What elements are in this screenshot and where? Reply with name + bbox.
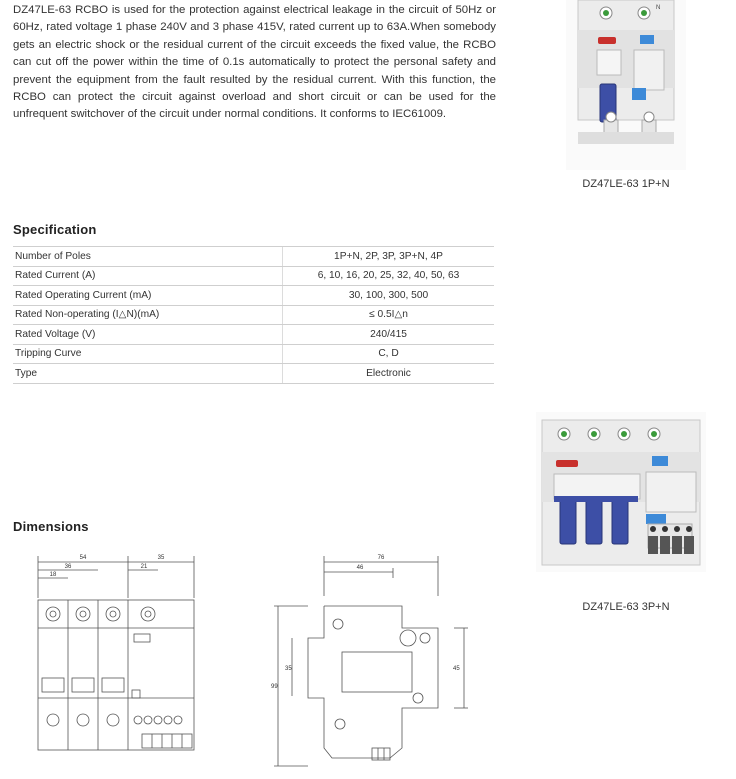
table-row	[13, 344, 494, 364]
spec-label: Number of Poles	[13, 247, 283, 267]
n-mark: N	[656, 5, 661, 11]
spec-label: Type	[13, 364, 283, 384]
table-row	[13, 364, 494, 384]
dim-54: 54	[79, 555, 87, 561]
side-view-drawing	[268, 548, 468, 774]
dim-99: 99	[271, 684, 278, 690]
spec-value: 30, 100, 300, 500	[283, 286, 495, 306]
spec-value: 6, 10, 16, 20, 25, 32, 40, 50, 63	[283, 266, 495, 286]
spec-value: C, D	[283, 344, 495, 364]
specification-heading: Specification	[13, 222, 97, 237]
dim-36: 36	[64, 564, 72, 570]
dim-21: 21	[140, 564, 148, 570]
product-caption-1pn: DZ47LE-63 1P+N	[582, 178, 670, 190]
spec-label: Tripping Curve	[13, 344, 283, 364]
table-row	[13, 247, 494, 267]
spec-value: Electronic	[283, 364, 495, 384]
dim-46: 46	[356, 565, 364, 571]
product-image-3pn	[536, 412, 706, 572]
specification-table	[13, 246, 494, 384]
spec-label: Rated Voltage (V)	[13, 325, 283, 345]
dim-35-side: 35	[285, 666, 292, 672]
table-row	[13, 266, 494, 286]
dimensions-heading: Dimensions	[13, 519, 89, 534]
table-row	[13, 325, 494, 345]
spec-label: Rated Operating Current (mA)	[13, 286, 283, 306]
dim-18: 18	[49, 572, 57, 578]
spec-value: 1P+N, 2P, 3P, 3P+N, 4P	[283, 247, 495, 267]
table-row	[13, 286, 494, 306]
spec-label: Rated Current (A)	[13, 266, 283, 286]
dim-45: 45	[453, 666, 460, 672]
front-view-drawing	[30, 548, 200, 758]
intro-paragraph: DZ47LE-63 RCBO is used for the protection against electrical leakage in the circuit of 50Hz or 60Hz, rated voltage 1 phase 240V and 3 phase 415V, rated current up to 63A.When somebody gets an electric shock or the residual current of the circuit exceeds the fixed value, the RCBO can cut off the power within the time of 0.1s automatically to protect the personal safety and prevent the equipment from the fault resulted by the residual current. With this function, the RCBO can protect the circuit against overload and short circuit or can be used for the unfrequent switchover of the circuit under normal conditions. It conforms to IEC61009.	[13, 4, 496, 121]
table-row	[13, 305, 494, 325]
spec-label: Rated Non-operating (I△N)(mA)	[13, 305, 283, 325]
product-image-1pn	[566, 0, 686, 170]
spec-value: ≤ 0.5I△n	[283, 305, 495, 325]
dim-76: 76	[377, 555, 385, 561]
spec-value: 240/415	[283, 325, 495, 345]
product-caption-3pn: DZ47LE-63 3P+N	[582, 601, 670, 613]
dim-35: 35	[157, 555, 165, 561]
